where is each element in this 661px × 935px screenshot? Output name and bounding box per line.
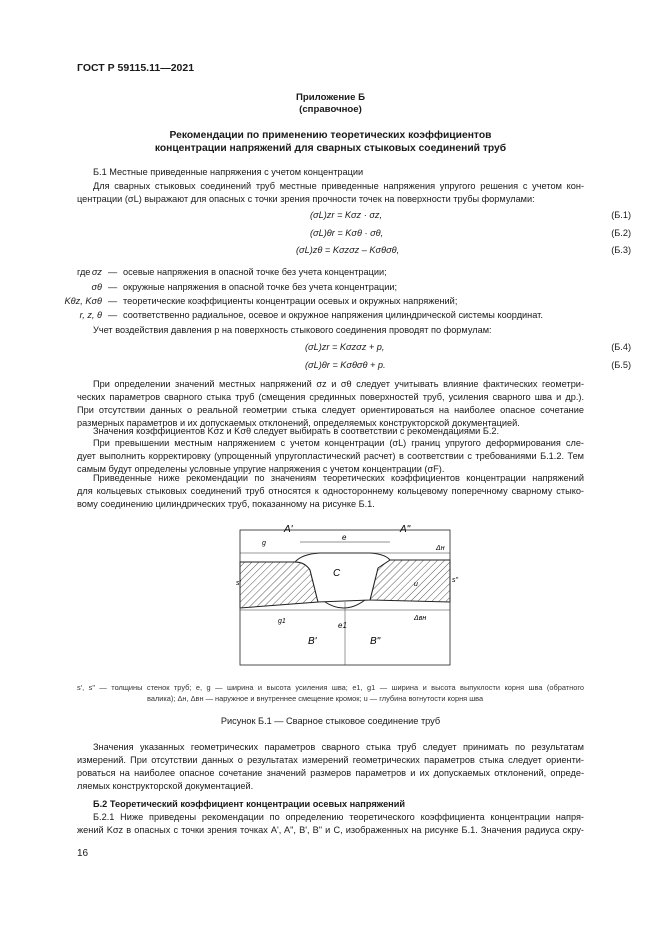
em-dash: —: [108, 267, 118, 277]
label-u: u: [414, 581, 418, 588]
label-s2: s": [452, 577, 458, 584]
text-line: ческих параметров сварного стыка труб (смещения срединных поверхностей труб, усиления сварного шва и др.).: [77, 392, 584, 402]
text-line: При превышении местным напряжением с учетом концентрации (σL) границ упругого деформирования сле-: [93, 438, 584, 448]
page-number: 16: [77, 848, 89, 859]
where-symbol: σθ: [91, 282, 102, 292]
text-line: размерных параметров и их допускаемых отклонений, определяемых конструкторской документацией.: [77, 418, 520, 428]
em-dash: —: [108, 282, 118, 292]
equation-number: (Б.4): [611, 342, 631, 352]
text-line: При определении значений местных напряжений σz и σθ следует учитывать влияние фактических геометри-: [93, 379, 584, 389]
text-line: ляемых конструкторской документацией.: [77, 781, 254, 791]
label-e1: e1: [338, 621, 347, 630]
text-line: самым будут определены условные упругие напряжения с учетом концентрации (σF).: [77, 464, 445, 474]
label-a1: A': [284, 524, 293, 535]
em-dash: —: [108, 296, 118, 306]
legend-line: s', s" — толщины стенок труб; e, g — ширина и высота усиления шва; e1, g1 — ширина и высота выпуклости корня шва (обратного: [77, 683, 584, 692]
paragraph: [77, 472, 584, 511]
equation: (σL)θr = Kσθ · σθ,: [310, 228, 384, 238]
where-symbol: r, z, θ: [79, 310, 102, 320]
paragraph: [77, 437, 584, 476]
text-line: Для сварных стыковых соединений труб местные приведенные напряжения упругого решения с учетом кон-: [93, 181, 584, 191]
where-symbol: Kθz, Kσθ: [64, 296, 102, 306]
paragraph: [77, 180, 584, 206]
text-line: Б.2.1 Ниже приведены рекомендации по определению теоретического коэффициента концентрации напря-: [93, 812, 584, 822]
section-title: [77, 129, 584, 155]
equation: (σL)zr = Kσzσz + p,: [305, 342, 385, 352]
paragraph: [77, 811, 584, 837]
label-e: e: [342, 533, 347, 542]
figure-caption: Рисунок Б.1 — Сварное стыковое соединение труб: [220, 716, 441, 726]
em-dash: —: [108, 310, 118, 320]
section-title-line: Рекомендации по применению теоретических коэффициентов: [169, 130, 492, 141]
label-g: g: [262, 540, 266, 547]
label-c: C: [333, 568, 341, 579]
equation: (σL)zr = Kσz · σz,: [310, 210, 383, 220]
right-pipe-wall: [370, 560, 450, 602]
subsection-heading: Б.2 Теоретический коэффициент концентрации осевых напряжений: [93, 799, 406, 809]
weld-joint-figure: [230, 520, 460, 670]
where-text: соответственно радиальное, осевое и окружное напряжения цилиндрической системы координат.: [123, 310, 543, 320]
equation: (σL)θr = Kσθσθ + p.: [305, 360, 386, 370]
equation-number: (Б.2): [611, 228, 631, 238]
text-line: вому соединению цилиндрических труб, показанному на рисунке Б.1.: [77, 499, 375, 509]
equation-number: (Б.3): [611, 245, 631, 255]
where-text: осевые напряжения в опасной точке без учета концентрации;: [123, 267, 387, 277]
text-line: центрации (σL) выражают для опасных с точки зрения прочности точек на поверхности трубы формулами:: [77, 194, 535, 204]
label-a2: A": [400, 524, 411, 535]
equation: (σL)zθ = Kσzσz – Kσθσθ,: [296, 245, 400, 255]
document-header: ГОСТ Р 59115.11—2021: [77, 62, 195, 74]
label-dvn: Δвн: [414, 615, 427, 622]
appendix-subtitle: (справочное): [299, 104, 362, 115]
text-line: Приведенные ниже рекомендации по значениям теоретических коэффициентов концентрации напряжений: [93, 473, 584, 483]
label-s1: s': [236, 580, 241, 587]
appendix-title: Приложение Б: [296, 92, 365, 103]
label-b1: B': [308, 636, 317, 647]
label-dn: Δн: [436, 545, 445, 552]
text-line: измерений. При отсутствии данных о результатах измерений геометрических параметров стыка следует ориенти-: [77, 755, 584, 765]
where-text: окружные напряжения в опасной точке без учета концентрации;: [123, 282, 398, 292]
label-g1: g1: [278, 618, 286, 625]
where-text: теоретические коэффициенты концентрации осевых и окружных напряжений;: [123, 296, 458, 306]
text-line: дует выполнить корректировку (упрощенный упругопластический расчет) в соответствии с требованиями Б.1.2. Тем: [77, 451, 584, 461]
legend-line: валика); Δн, Δвн — наружное и внутреннее смещение кромок; u — глубина вогнутости корня шва: [147, 694, 484, 703]
where-symbol: σz: [91, 267, 102, 277]
figure-legend: [77, 682, 584, 704]
label-b2: B": [370, 636, 381, 647]
paragraph: Значения коэффициентов Kσz и Kσθ следует выбирать в соответствии с рекомендациями Б.2.: [93, 426, 500, 436]
text-line: При отсутствии данных о реальной геометрии стыка следует ориентироваться на наиболее опасное сочетание: [77, 405, 584, 415]
equation-number: (Б.1): [611, 210, 631, 220]
text-line: для кольцевых стыковых соединений труб относятся к одностороннему кольцевому поперечному сварному стыко-: [77, 486, 584, 496]
subsection-heading: Б.1 Местные приведенные напряжения с учетом концентрации: [93, 167, 364, 177]
paragraph: [77, 741, 584, 793]
left-pipe-wall: [240, 562, 318, 608]
where-label: где: [77, 267, 91, 277]
text-line: роваться на наиболее опасное сочетание значений размеров параметров и их допускаемых отклонений, опреде-: [77, 768, 584, 778]
paragraph: [77, 378, 584, 430]
text-line: Значения указанных геометрических параметров сварного стыка труб следует принимать по результатам: [93, 742, 584, 752]
text-line: жений Kσz в опасных с точки зрения точках A', A", B', B" и C, изображенных на рисунке Б.1. Значения радиуса скру-: [77, 825, 584, 835]
equation-number: (Б.5): [611, 360, 631, 370]
section-title-line: концентрации напряжений для сварных стыковых соединений труб: [154, 143, 507, 154]
paragraph: Учет воздействия давления p на поверхность стыкового соединения проводят по формулам:: [93, 325, 492, 335]
